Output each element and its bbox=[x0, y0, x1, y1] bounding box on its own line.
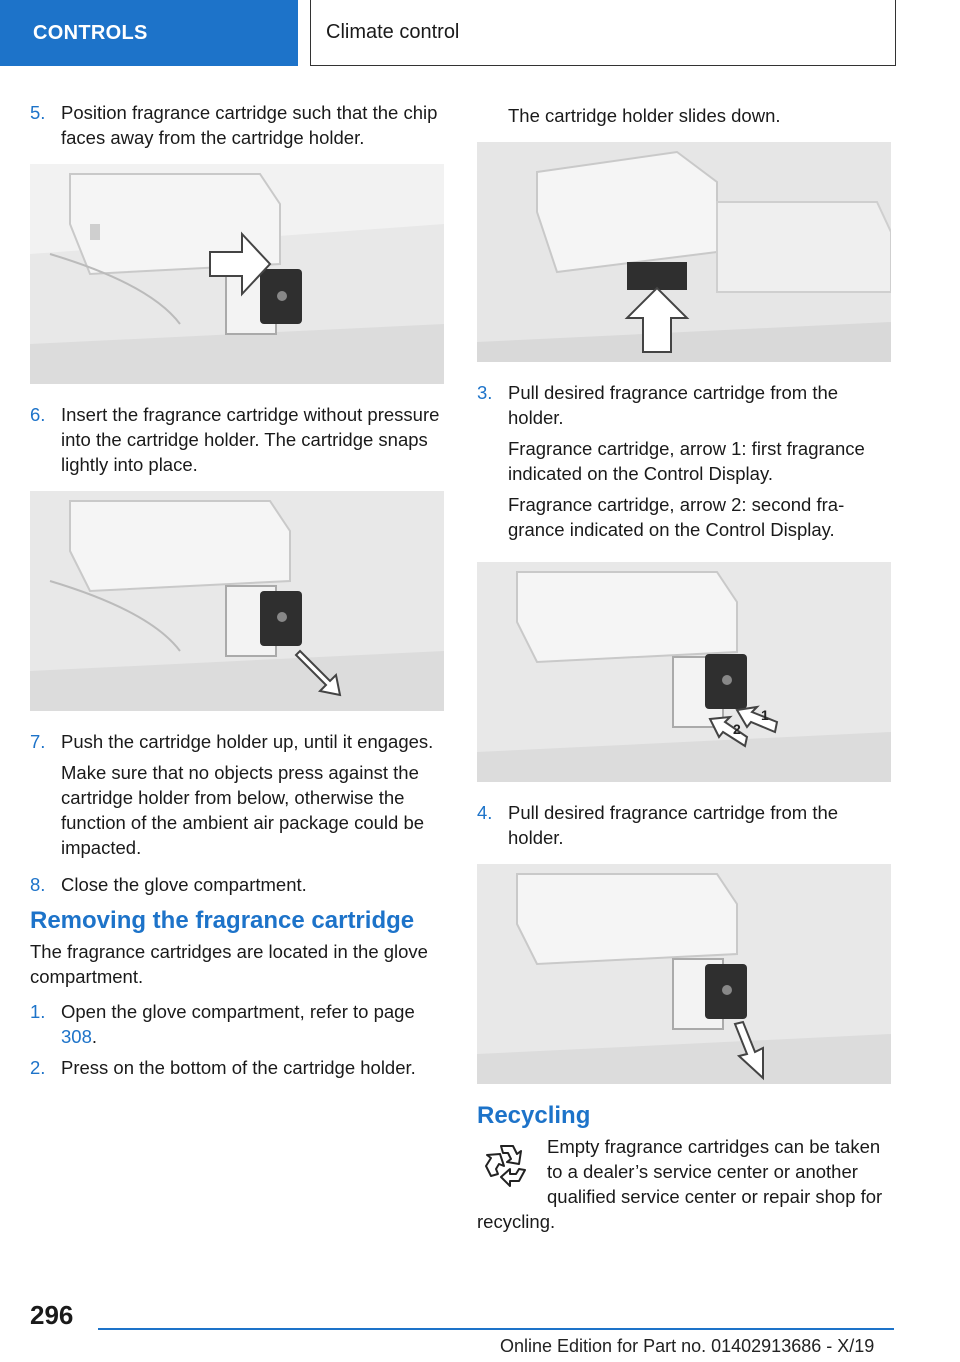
intro-paragraph: The fragrance cartridges are located in the glove compartment. bbox=[30, 941, 428, 987]
illustration-cartridge-holder bbox=[30, 164, 444, 384]
step-note-arrow-2: Fragrance cartridge, arrow 2: second fragrance indicated on the Control Display. bbox=[508, 494, 845, 540]
arrow-label-1: 1 bbox=[761, 707, 769, 723]
recycle-icon bbox=[481, 1138, 533, 1190]
page-link[interactable]: 308 bbox=[61, 1026, 92, 1047]
heading-removing-cartridge: Removing the fragrance cartridge bbox=[30, 907, 415, 934]
footer-divider bbox=[98, 1328, 894, 1330]
step-8 bbox=[30, 872, 444, 897]
step-number: 3. bbox=[477, 382, 493, 403]
step-3 bbox=[477, 380, 891, 548]
step-number: 2. bbox=[30, 1057, 46, 1078]
step-text: Pull desired fragrance cartridge from the holder. bbox=[508, 382, 839, 428]
edition-text: Online Edition for Part no. 01402913686 - X/19 bbox=[500, 1336, 875, 1356]
figure-position-cartridge bbox=[30, 164, 444, 384]
continuation-text: The cartridge holder slides down. bbox=[508, 105, 781, 126]
illustration-pull-down bbox=[477, 864, 891, 1084]
step-number: 8. bbox=[30, 874, 46, 895]
step-number: 1. bbox=[30, 1001, 46, 1022]
figure-pull-cartridge-arrows bbox=[477, 562, 891, 782]
step-note: Make sure that no objects press against the cartridge holder from below, otherwise the function of the ambient air package could be impacted. bbox=[61, 762, 425, 858]
right-column bbox=[477, 100, 891, 1234]
step-number: 5. bbox=[30, 102, 46, 123]
step-2 bbox=[30, 1055, 444, 1080]
illustration-holder-down bbox=[477, 142, 891, 362]
step-number: 7. bbox=[30, 731, 46, 752]
step-text: Position fragrance cartridge such that the chip faces away from the cartridge holder. bbox=[61, 102, 438, 148]
step-number: 6. bbox=[30, 404, 46, 425]
left-column bbox=[30, 100, 444, 1086]
section-title: Climate control bbox=[310, 0, 896, 66]
step-5 bbox=[30, 100, 444, 150]
step-text: Open the glove compartment, refer to page bbox=[61, 1001, 415, 1022]
figure-holder-slides-down bbox=[477, 142, 891, 362]
step-text: Close the glove compartment. bbox=[61, 874, 307, 895]
step-7 bbox=[30, 729, 444, 866]
step-text: Insert the fragrance cartridge without pressure into the cartridge holder. The cartridge snaps lightly into place. bbox=[61, 404, 440, 475]
figure-pull-cartridge-down bbox=[477, 864, 891, 1084]
heading-recycling: Recycling bbox=[477, 1102, 591, 1129]
step-1 bbox=[30, 999, 444, 1049]
step-note-arrow-1: Fragrance cartridge, arrow 1: first fragrance indicated on the Control Display. bbox=[508, 438, 865, 484]
illustration-pull-arrows bbox=[477, 562, 891, 782]
step-number: 4. bbox=[477, 802, 493, 823]
recycling-block bbox=[477, 1134, 891, 1234]
step-text: Pull desired fragrance cartridge from the holder. bbox=[508, 802, 839, 848]
step-text-end: . bbox=[91, 1026, 98, 1047]
illustration-cartridge-insert bbox=[30, 491, 444, 711]
recycling-text: Empty fragrance cartridges can be taken to a dealer’s service center or another qualified service center or repair shop for recycling. bbox=[477, 1136, 883, 1232]
figure-insert-cartridge bbox=[30, 491, 444, 711]
arrow-label-2: 2 bbox=[733, 721, 741, 737]
step-text: Push the cartridge holder up, until it engages. bbox=[61, 731, 434, 752]
step-text: Press on the bottom of the cartridge holder. bbox=[61, 1057, 416, 1078]
chapter-tab[interactable]: CONTROLS bbox=[0, 0, 298, 66]
step-4 bbox=[477, 800, 891, 850]
step-6 bbox=[30, 402, 444, 477]
page-number: 296 bbox=[30, 1300, 74, 1330]
